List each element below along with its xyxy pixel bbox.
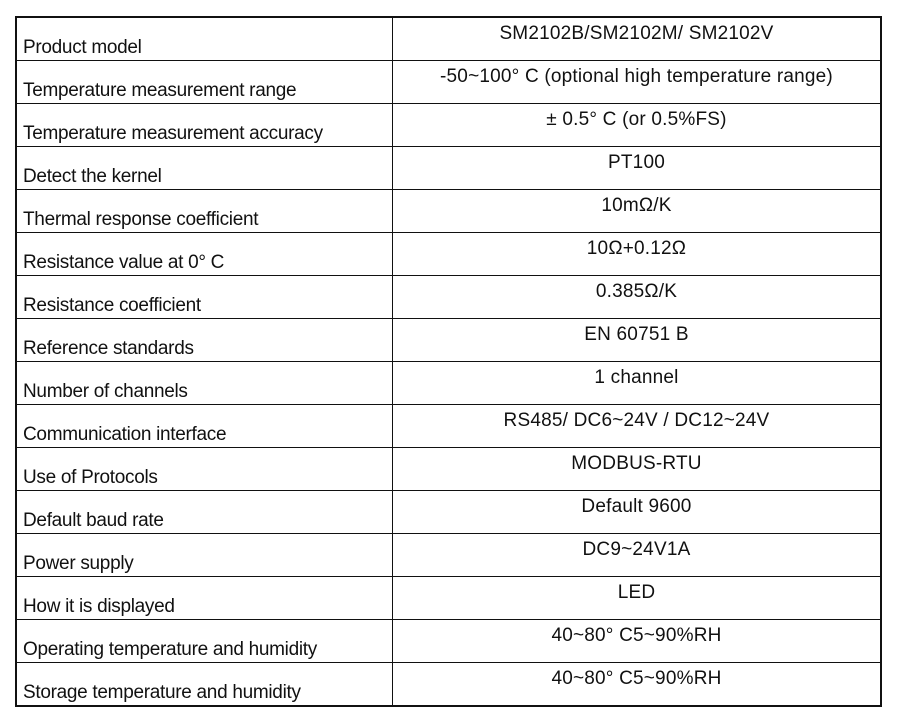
row-label: Number of channels xyxy=(16,362,393,405)
row-label: Default baud rate xyxy=(16,491,393,534)
row-value: 40~80° C5~90%RH xyxy=(393,620,882,663)
table-row xyxy=(16,405,881,448)
row-value: EN 60751 B xyxy=(393,319,882,362)
row-label: Detect the kernel xyxy=(16,147,393,190)
row-value: Default 9600 xyxy=(393,491,882,534)
table-row xyxy=(16,233,881,276)
table-row xyxy=(16,620,881,663)
row-label: Temperature measurement range xyxy=(16,61,393,104)
row-label: Temperature measurement accuracy xyxy=(16,104,393,147)
row-value: -50~100° C (optional high temperature range) xyxy=(393,61,882,104)
row-value: MODBUS-RTU xyxy=(393,448,882,491)
row-value: SM2102B/SM2102M/ SM2102V xyxy=(393,17,882,61)
table-row xyxy=(16,104,881,147)
row-label: Thermal response coefficient xyxy=(16,190,393,233)
row-value: 1 channel xyxy=(393,362,882,405)
row-label: How it is displayed xyxy=(16,577,393,620)
row-label: Resistance value at 0° C xyxy=(16,233,393,276)
row-label: Power supply xyxy=(16,534,393,577)
row-label: Resistance coefficient xyxy=(16,276,393,319)
table-row xyxy=(16,276,881,319)
table-row xyxy=(16,491,881,534)
table-row xyxy=(16,663,881,707)
row-label: Operating temperature and humidity xyxy=(16,620,393,663)
row-value: LED xyxy=(393,577,882,620)
table-row xyxy=(16,17,881,61)
row-label: Communication interface xyxy=(16,405,393,448)
row-label: Product model xyxy=(16,17,393,61)
row-label: Reference standards xyxy=(16,319,393,362)
table-row xyxy=(16,190,881,233)
row-value: 40~80° C5~90%RH xyxy=(393,663,882,707)
table-row xyxy=(16,448,881,491)
row-value: RS485/ DC6~24V / DC12~24V xyxy=(393,405,882,448)
row-value: PT100 xyxy=(393,147,882,190)
table-row xyxy=(16,534,881,577)
spec-table-body xyxy=(16,17,881,706)
table-row xyxy=(16,577,881,620)
table-row xyxy=(16,319,881,362)
row-value: ± 0.5° C (or 0.5%FS) xyxy=(393,104,882,147)
table-row xyxy=(16,147,881,190)
table-row xyxy=(16,61,881,104)
row-value: DC9~24V1A xyxy=(393,534,882,577)
table-row xyxy=(16,362,881,405)
spec-table xyxy=(15,16,882,707)
row-value: 10Ω+0.12Ω xyxy=(393,233,882,276)
row-label: Storage temperature and humidity xyxy=(16,663,393,707)
row-value: 0.385Ω/K xyxy=(393,276,882,319)
row-label: Use of Protocols xyxy=(16,448,393,491)
row-value: 10mΩ/K xyxy=(393,190,882,233)
